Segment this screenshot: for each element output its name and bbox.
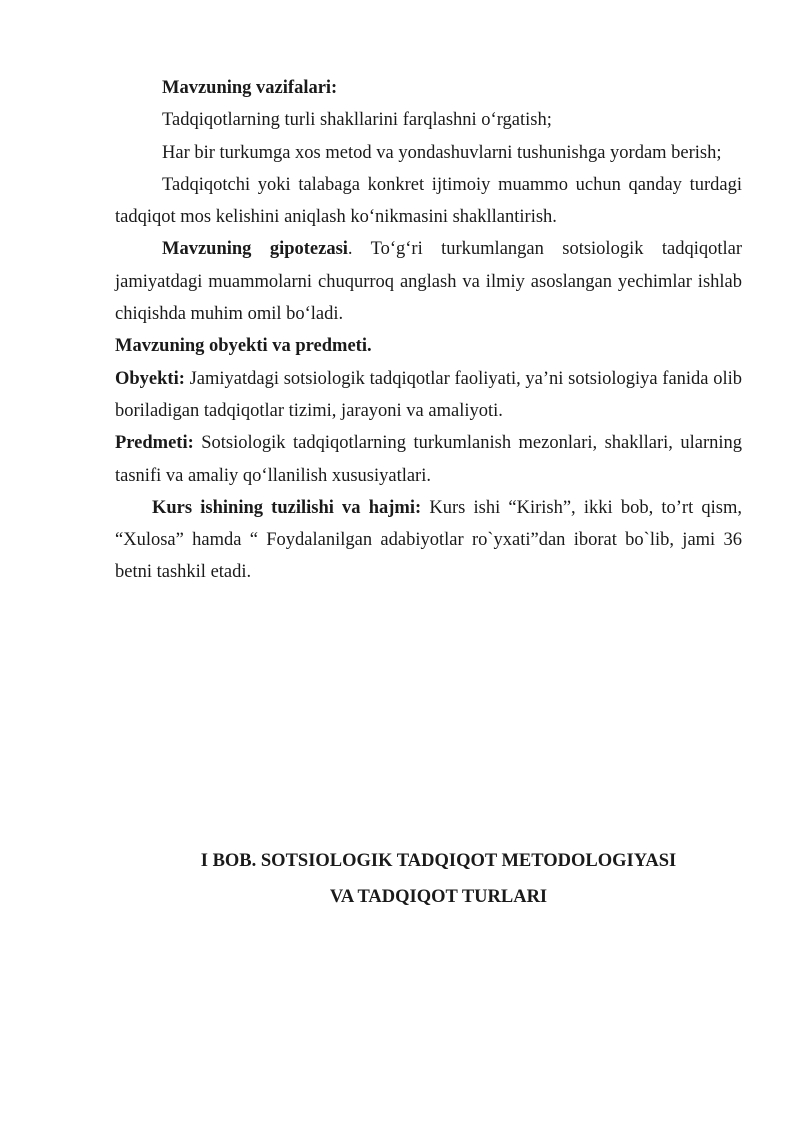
- tasks-heading: Mavzuning vazifalari:: [162, 78, 338, 98]
- structure-label: Kurs ishining tuzilishi va hajmi:: [152, 497, 422, 518]
- chapter-title: [115, 843, 742, 915]
- structure-text: Kurs ishi “Kirish”, ikki bob, to’rt qism, “Xulosa” hamda “ Foydalanilgan adabiyotlar ro`yxati”dan iborat bo`lib, jami 36 betni tashkil etadi.: [115, 497, 742, 583]
- chapter-title-line-1: I BOB. SOTSIOLOGIK TADQIQOT METODOLOGIYASI: [200, 850, 677, 871]
- chapter-title-line-2: VA TADQIQOT TURLARI: [329, 886, 548, 907]
- hypothesis-paragraph: [115, 233, 742, 330]
- subject-label: Predmeti:: [115, 433, 194, 454]
- task-item-1: Tadqiqotlarning turli shakllarini farqlashni o‘rgatish;: [162, 110, 552, 131]
- object-label: Obyekti:: [115, 368, 185, 389]
- subject-paragraph: [115, 427, 742, 492]
- task-item-3: Tadqiqotchi yoki talabaga konkret ijtimoiy muammo uchun qanday turdagi tadqiqot mos kelishini aniqlash ko‘nikmasini shakllantirish.: [115, 174, 742, 228]
- object-paragraph: [115, 363, 742, 428]
- document-page: [115, 72, 742, 915]
- hypothesis-text: . To‘g‘ri turkumlangan sotsiologik tadqiqotlar jamiyatdagi muammolarni chuqurroq anglash va ilmiy asoslangan yechimlar ishlab chiqishda muhim omil bo‘ladi.: [115, 239, 742, 325]
- structure-paragraph: [115, 492, 742, 589]
- object-subject-heading: Mavzuning obyekti va predmeti.: [115, 336, 372, 357]
- task-item-2: Har bir turkumga xos metod va yondashuvlarni tushunishga yordam berish;: [162, 142, 722, 163]
- subject-text: Sotsiologik tadqiqotlarning turkumlanish mezonlari, shakllari, ularning tasnifi va amaliy qo‘llanilish xususiyatlari.: [115, 433, 742, 486]
- page-spacer: [115, 589, 742, 843]
- hypothesis-label: Mavzuning gipotezasi: [162, 239, 348, 260]
- object-text: Jamiyatdagi sotsiologik tadqiqotlar faoliyati, ya’ni sotsiologiya fanida olib boriladigan tadqiqotlar tizimi, jarayoni va amaliyoti.: [115, 368, 742, 421]
